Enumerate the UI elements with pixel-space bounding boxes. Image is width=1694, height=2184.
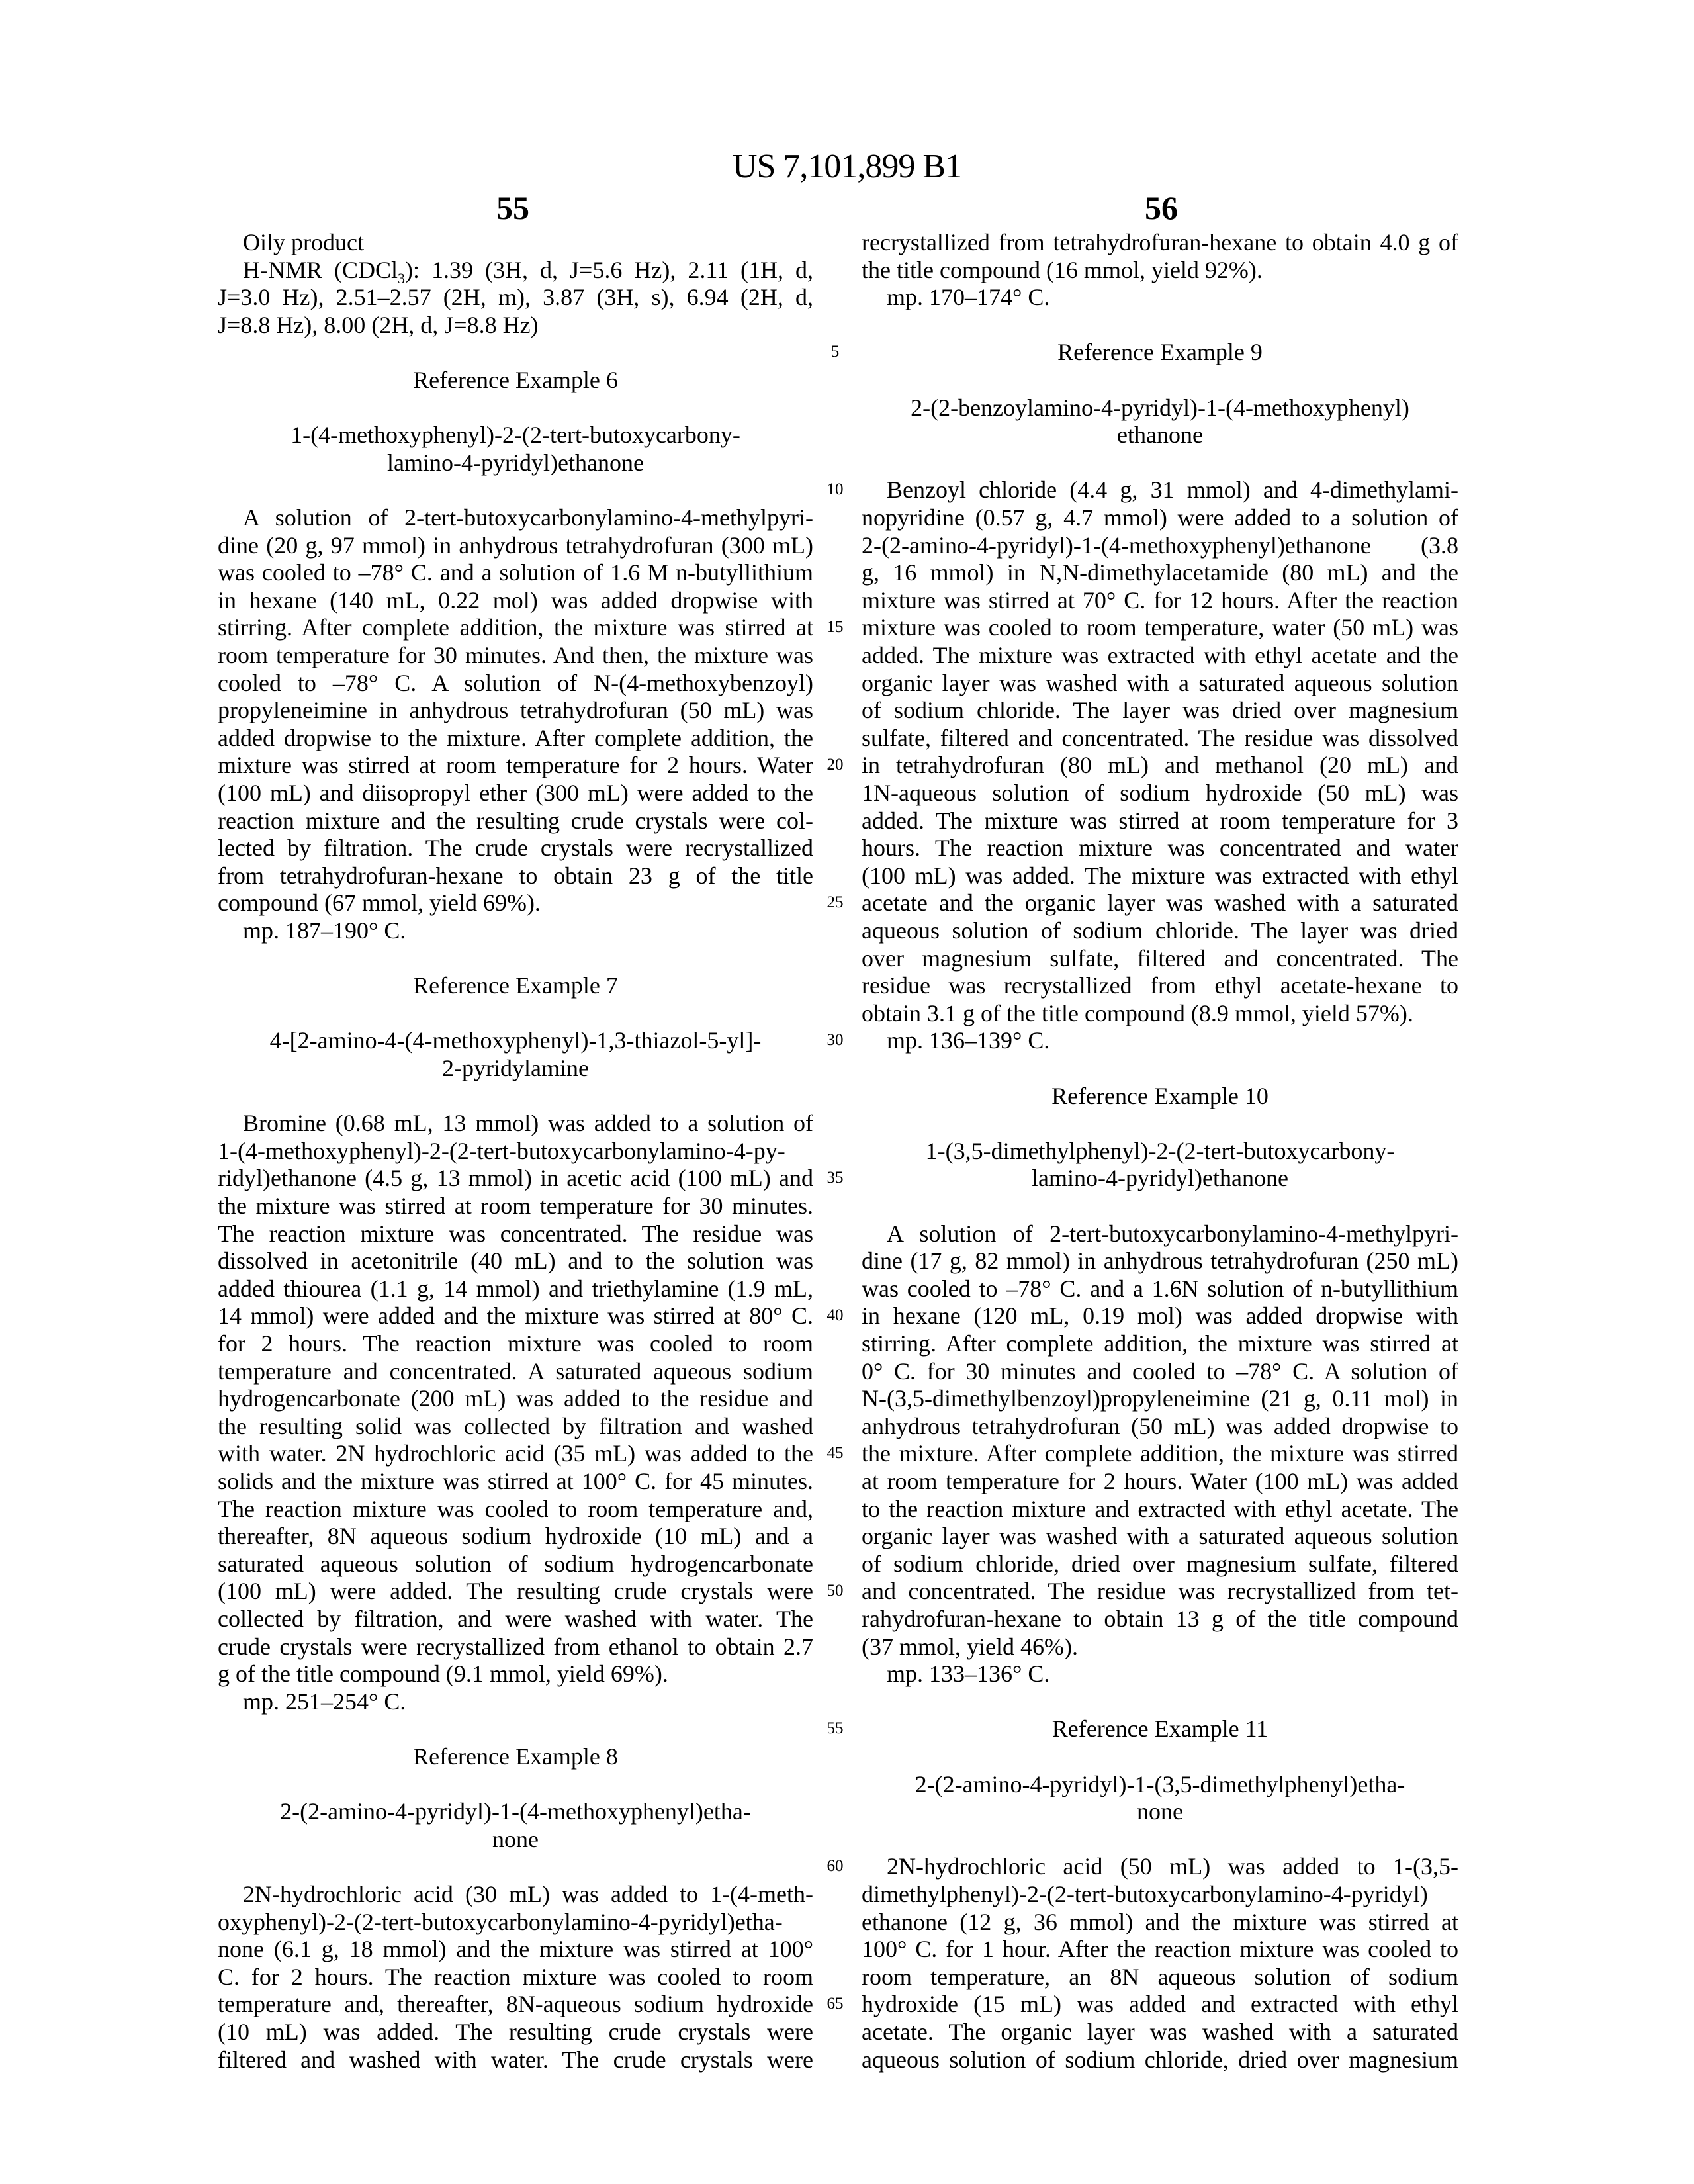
paragraph-line: C. for 2 hours. The reaction mixture was cooled to room [218, 1963, 813, 1990]
paragraph-line: 2N-hydrochloric acid (30 mL) was added to 1-(4-meth- [243, 1881, 813, 1907]
line-number: 10 [826, 480, 844, 499]
paragraph-line: hydrogencarbonate (200 mL) was added to the residue and [218, 1385, 813, 1412]
paragraph-line: Benzoyl chloride (4.4 g, 31 mmol) and 4-dimethylami- [887, 477, 1458, 504]
paragraph-line: (37 mmol, yield 46%). [862, 1633, 1078, 1660]
paragraph-line: Oily product [243, 229, 364, 255]
paragraph-line: 2-(2-amino-4-pyridyl)-1-(4-methoxyphenyl)ethanone (3.8 [862, 531, 1458, 559]
column-number-right: 56 [1145, 189, 1178, 226]
paragraph-line: aqueous solution of sodium chloride, dried over magnesium [862, 2046, 1458, 2073]
paragraph-line: the resulting solid was collected by filtration and washed [218, 1412, 813, 1439]
paragraph-line: lected by filtration. The crude crystals were recrystallized [218, 835, 813, 862]
paragraph-line: acetate. The organic layer was washed with a saturated [862, 2019, 1458, 2045]
paragraph-line: crude crystals were recrystallized from ethanol to obtain 2.7 [218, 1633, 813, 1660]
paragraph-line: filtered and washed with water. The crude crystals were [218, 2046, 813, 2073]
paragraph-line: 100° C. for 1 hour. After the reaction mixture was cooled to [862, 1936, 1458, 1963]
paragraph-line: mixture was stirred at 70° C. for 12 hours. After the reaction [862, 586, 1458, 614]
paragraph-line: the mixture was stirred at room temperature for 30 minutes. [218, 1193, 813, 1219]
paragraph-line: A solution of 2-tert-butoxycarbonylamino-4-methylpyri- [887, 1220, 1458, 1247]
paragraph-line: mp. 170–174° C. [887, 284, 1050, 311]
compound-title-line: none [492, 1825, 539, 1852]
section-heading: Reference Example 10 [1051, 1082, 1269, 1109]
paragraph-line: mixture was stirred at room temperature for 2 hours. Water [218, 752, 813, 779]
line-number: 50 [826, 1582, 844, 1600]
section-heading: Reference Example 11 [1051, 1715, 1269, 1743]
paragraph-line: 1-(4-methoxyphenyl)-2-(2-tert-butoxycarbonylamino-4-py- [218, 1137, 785, 1164]
paragraph-line: A solution of 2-tert-butoxycarbonylamino-4-methylpyri- [243, 504, 813, 531]
paragraph-line: g of the title compound (9.1 mmol, yield 69%). [218, 1661, 668, 1688]
paragraph-line: (10 mL) was added. The resulting crude crystals were [218, 2019, 813, 2045]
line-number: 15 [826, 618, 844, 637]
paragraph-line: for 2 hours. The reaction mixture was cooled to room [218, 1330, 813, 1357]
paragraph-line: 0° C. for 30 minutes and cooled to –78° C. A solution of [862, 1357, 1458, 1385]
paragraph-line: dimethylphenyl)-2-(2-tert-butoxycarbonylamino-4-pyridyl) [862, 1881, 1428, 1907]
paragraph-line: solids and the mixture was stirred at 100° C. for 45 minutes. [218, 1468, 813, 1494]
paragraph-line: in tetrahydrofuran (80 mL) and methanol (20 mL) and [862, 752, 1458, 779]
paragraph-line: dine (20 g, 97 mmol) in anhydrous tetrahydrofuran (300 mL) [218, 531, 813, 559]
paragraph-line: to the reaction mixture and extracted with ethyl acetate. The [862, 1495, 1458, 1522]
compound-title-line: 2-(2-benzoylamino-4-pyridyl)-1-(4-methoxyphenyl) [911, 394, 1409, 421]
patent-number: US 7,101,899 B1 [732, 148, 962, 185]
compound-title-line: 2-(2-amino-4-pyridyl)-1-(4-methoxyphenyl)etha- [280, 1798, 751, 1825]
compound-title-line: 1-(3,5-dimethylphenyl)-2-(2-tert-butoxycarbony- [925, 1137, 1395, 1164]
paragraph-line: added dropwise to the mixture. After complete addition, the [218, 724, 813, 751]
text-segment: ): 1.39 (3H, d, J=5.6 Hz), 2.11 (1H, d, [405, 256, 813, 283]
paragraph-line: cooled to –78° C. A solution of N-(4-methoxybenzoyl) [218, 669, 813, 696]
paragraph-line: g, 16 mmol) in N,N-dimethylacetamide (80 mL) and the [862, 559, 1458, 586]
paragraph-line: room temperature, an 8N aqueous solution of sodium [862, 1963, 1458, 1990]
paragraph-line: nopyridine (0.57 g, 4.7 mmol) were added to a solution of [862, 504, 1458, 531]
paragraph-line: dine (17 g, 82 mmol) in anhydrous tetrahydrofuran (250 mL) [862, 1248, 1458, 1275]
compound-title-line: 1-(4-methoxyphenyl)-2-(2-tert-butoxycarbony- [290, 422, 740, 449]
paragraph-line: temperature and, thereafter, 8N-aqueous sodium hydroxide [218, 1991, 813, 2018]
paragraph-line: was cooled to –78° C. and a solution of 1.6 M n-butyllithium [218, 559, 813, 586]
paragraph-line: 14 mmol) were added and the mixture was stirred at 80° C. [218, 1302, 813, 1330]
line-number: 35 [826, 1169, 844, 1187]
paragraph-line: The reaction mixture was cooled to room temperature and, [218, 1495, 813, 1522]
line-number: 25 [826, 893, 844, 912]
paragraph-line: (100 mL) were added. The resulting crude crystals were [218, 1578, 813, 1605]
compound-title-line: none [1137, 1798, 1183, 1825]
paragraph-line: the title compound (16 mmol, yield 92%). [862, 256, 1263, 283]
paragraph-line: stirring. After complete addition, the mixture was stirred at [218, 614, 813, 641]
paragraph-line: room temperature for 30 minutes. And then, the mixture was [218, 642, 813, 668]
paragraph-line: mp. 133–136° C. [887, 1661, 1050, 1688]
paragraph-line: was cooled to –78° C. and a 1.6N solution of n-butyllithium [862, 1275, 1458, 1302]
paragraph-line: the mixture. After complete addition, the mixture was stirred [862, 1440, 1458, 1467]
line-number: 30 [826, 1031, 844, 1050]
paragraph-line: temperature and concentrated. A saturated aqueous sodium [218, 1357, 813, 1385]
compound-title-line: ethanone [1117, 422, 1203, 449]
paragraph-line: hydroxide (15 mL) was added and extracted with ethyl [862, 1991, 1458, 2018]
paragraph-line: anhydrous tetrahydrofuran (50 mL) was added dropwise to [862, 1412, 1458, 1439]
line-number: 5 [830, 343, 840, 361]
compound-title-line: 4-[2-amino-4-(4-methoxyphenyl)-1,3-thiazol-5-yl]- [269, 1027, 762, 1054]
section-heading: Reference Example 8 [413, 1743, 618, 1770]
right-text-column [862, 0, 1458, 2184]
paragraph-line: obtain 3.1 g of the title compound (8.9 mmol, yield 57%). [862, 999, 1413, 1026]
paragraph-line: mixture was cooled to room temperature, water (50 mL) was [862, 614, 1458, 641]
section-heading: Reference Example 6 [413, 367, 618, 393]
paragraph-line: added. The mixture was stirred at room temperature for 3 [862, 807, 1458, 834]
left-text-column [218, 0, 813, 2184]
line-number: 55 [826, 1719, 844, 1738]
paragraph-line: added. The mixture was extracted with ethyl acetate and the [862, 642, 1458, 668]
paragraph-line: with water. 2N hydrochloric acid (35 mL) was added to the [218, 1440, 813, 1467]
column-number-left: 55 [496, 189, 529, 226]
line-number: 45 [826, 1444, 844, 1463]
paragraph-line: propyleneimine in anhydrous tetrahydrofuran (50 mL) was [218, 697, 813, 724]
section-heading: Reference Example 7 [413, 972, 618, 999]
compound-title-line: 2-(2-amino-4-pyridyl)-1-(3,5-dimethylphenyl)etha- [914, 1770, 1405, 1797]
paragraph-line: in hexane (140 mL, 0.22 mol) was added dropwise with [218, 586, 813, 614]
paragraph-line: 1N-aqueous solution of sodium hydroxide (50 mL) was [862, 780, 1458, 806]
paragraph-line: of sodium chloride. The layer was dried over magnesium [862, 697, 1458, 724]
paragraph-line [218, 256, 813, 287]
paragraph-line: over magnesium sulfate, filtered and concentrated. The [862, 944, 1458, 972]
paragraph-line: sulfate, filtered and concentrated. The residue was dissolved [862, 724, 1458, 751]
line-number-gutter [814, 0, 856, 2184]
paragraph-line: mp. 251–254° C. [243, 1688, 406, 1715]
line-number: 40 [826, 1306, 844, 1325]
paragraph-line: oxyphenyl)-2-(2-tert-butoxycarbonylamino-4-pyridyl)etha- [218, 1908, 783, 1935]
paragraph-line: (100 mL) was added. The mixture was extracted with ethyl [862, 862, 1458, 889]
paragraph-line: N-(3,5-dimethylbenzoyl)propyleneimine (21 g, 0.11 mol) in [862, 1385, 1458, 1412]
paragraph-line: ethanone (12 g, 36 mmol) and the mixture was stirred at [862, 1908, 1458, 1935]
paragraph-line: stirring. After complete addition, the mixture was stirred at [862, 1330, 1458, 1357]
paragraph-line: saturated aqueous solution of sodium hydrogencarbonate [218, 1550, 813, 1577]
paragraph-line: hours. The reaction mixture was concentrated and water [862, 835, 1458, 862]
paragraph-line: in hexane (120 mL, 0.19 mol) was added dropwise with [862, 1302, 1458, 1330]
text-segment: H-NMR (CDCl [243, 256, 398, 283]
section-heading: Reference Example 9 [1057, 339, 1263, 366]
paragraph-line: recrystallized from tetrahydrofuran-hexane to obtain 4.0 g of [862, 229, 1458, 255]
paragraph-line: of sodium chloride, dried over magnesium sulfate, filtered [862, 1550, 1458, 1577]
paragraph-line: none (6.1 g, 18 mmol) and the mixture was stirred at 100° [218, 1936, 813, 1963]
paragraph-line: organic layer was washed with a saturated aqueous solution [862, 669, 1458, 696]
paragraph-line: (100 mL) and diisopropyl ether (300 mL) were added to the [218, 780, 813, 806]
paragraph-line: J=8.8 Hz), 8.00 (2H, d, J=8.8 Hz) [218, 311, 539, 338]
compound-title-line: 2-pyridylamine [442, 1055, 589, 1081]
line-number: 60 [826, 1857, 844, 1876]
paragraph-line: residue was recrystallized from ethyl acetate-hexane to [862, 972, 1458, 999]
paragraph-line: added thiourea (1.1 g, 14 mmol) and triethylamine (1.9 mL, [218, 1275, 813, 1302]
paragraph-line: mp. 136–139° C. [887, 1027, 1050, 1054]
compound-title-line: lamino-4-pyridyl)ethanone [1032, 1165, 1288, 1192]
paragraph-line: organic layer was washed with a saturated aqueous solution [862, 1523, 1458, 1550]
paragraph-line: compound (67 mmol, yield 69%). [218, 889, 541, 917]
paragraph-line: thereafter, 8N aqueous sodium hydroxide (10 mL) and a [218, 1523, 813, 1550]
paragraph-line: reaction mixture and the resulting crude crystals were col- [218, 807, 813, 834]
paragraph-line: aqueous solution of sodium chloride. The layer was dried [862, 917, 1458, 944]
paragraph-line: at room temperature for 2 hours. Water (100 mL) was added [862, 1468, 1458, 1494]
paragraph-line: dissolved in acetonitrile (40 mL) and to the solution was [218, 1248, 813, 1275]
paragraph-line: acetate and the organic layer was washed with a saturated [862, 889, 1458, 917]
paragraph-line: mp. 187–190° C. [243, 917, 406, 944]
compound-title-line: lamino-4-pyridyl)ethanone [387, 449, 644, 476]
paragraph-line: rahydrofuran-hexane to obtain 13 g of the title compound [862, 1606, 1458, 1632]
line-number: 65 [826, 1995, 844, 2013]
paragraph-line: collected by filtration, and were washed with water. The [218, 1606, 813, 1632]
line-number: 20 [826, 756, 844, 774]
paragraph-line: Bromine (0.68 mL, 13 mmol) was added to a solution of [243, 1110, 813, 1137]
paragraph-line: ridyl)ethanone (4.5 g, 13 mmol) in acetic acid (100 mL) and [218, 1165, 813, 1192]
subscript: 3 [398, 269, 406, 287]
paragraph-line: The reaction mixture was concentrated. The residue was [218, 1220, 813, 1247]
paragraph-line: 2N-hydrochloric acid (50 mL) was added to 1-(3,5- [887, 1853, 1458, 1880]
paragraph-line: J=3.0 Hz), 2.51–2.57 (2H, m), 3.87 (3H, s), 6.94 (2H, d, [218, 284, 813, 311]
paragraph-line: and concentrated. The residue was recrystallized from tet- [862, 1578, 1458, 1605]
paragraph-line: from tetrahydrofuran-hexane to obtain 23 g of the title [218, 862, 813, 889]
